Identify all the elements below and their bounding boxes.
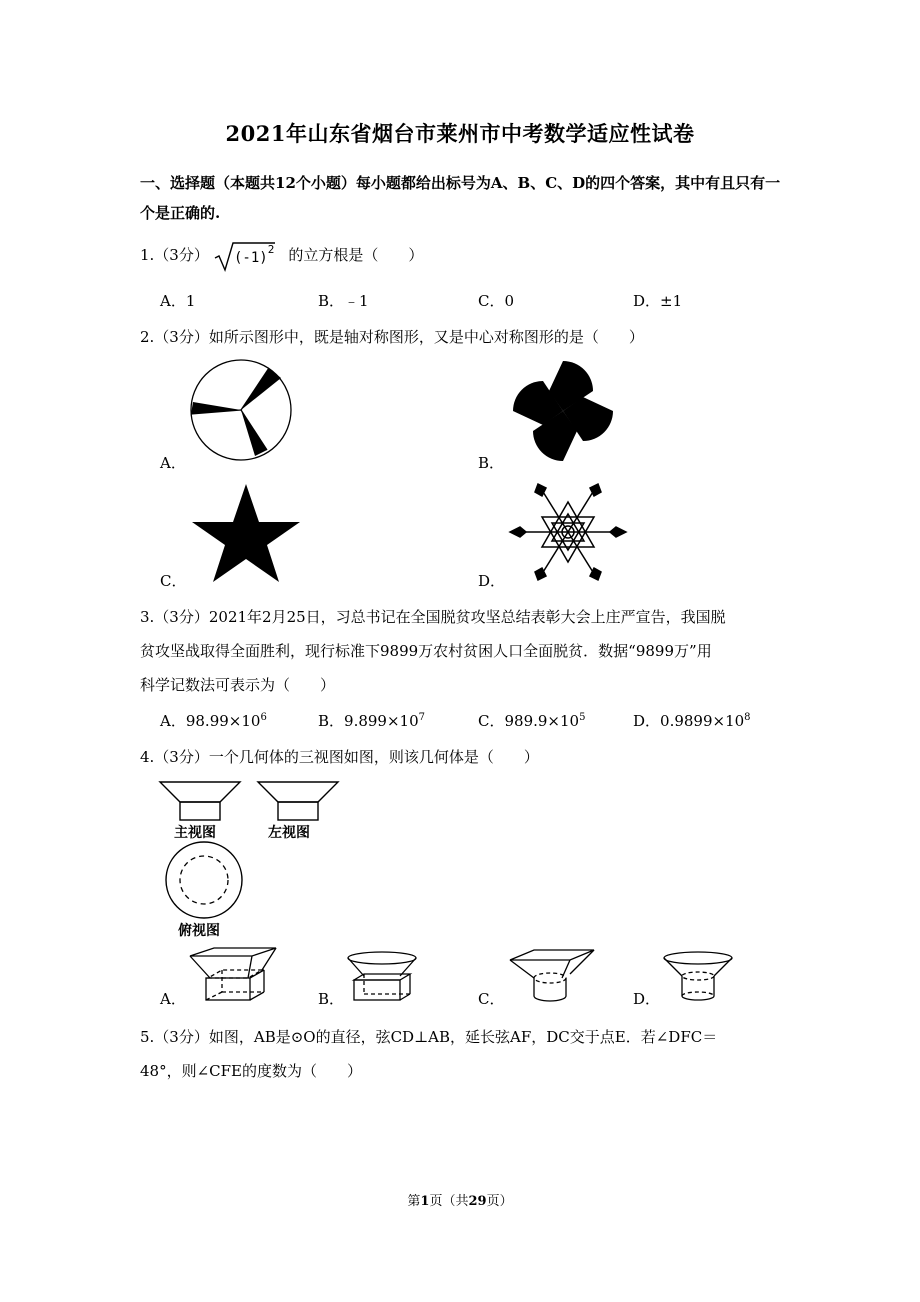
page-title: 2021年山东省烟台市莱州市中考数学适应性试卷 bbox=[225, 121, 695, 146]
q4-option-d[interactable]: D． bbox=[633, 990, 661, 1008]
q1-option-a[interactable]: A．1 bbox=[160, 292, 196, 310]
q1-option-b[interactable]: B．﹣1 bbox=[318, 292, 369, 310]
q3-option-d[interactable]: D．$0.9899\times 10^8$ bbox=[633, 712, 751, 730]
q1-option-d[interactable]: D．±1 bbox=[633, 292, 683, 310]
q4-figure-c-frustum-prism-cylinder-icon bbox=[506, 950, 598, 1006]
top-view-icon bbox=[162, 840, 246, 920]
q2-figure-d-snowflake-icon bbox=[508, 480, 628, 584]
q4-option-c[interactable]: C． bbox=[478, 990, 505, 1008]
question-5-line-1: 5.（3分）如图，AB是⊙O的直径，弦CD⊥AB，延长弦AF，DC交于点E．若∠DFC＝ bbox=[140, 1028, 718, 1046]
q3-option-c[interactable]: C．$989.9\times 10^5$ bbox=[478, 712, 586, 730]
current-page-number: 1 bbox=[420, 1194, 430, 1209]
question-3-line-3: 科学记数法可表示为（ ） bbox=[140, 676, 336, 694]
q2-option-c[interactable]: C． bbox=[160, 572, 187, 590]
q2-figure-c-star-icon bbox=[190, 482, 302, 584]
q2-option-b[interactable]: B． bbox=[478, 454, 505, 472]
q4-option-b[interactable]: B． bbox=[318, 990, 345, 1008]
q2-figure-b-pinwheel-icon bbox=[510, 358, 616, 464]
front-view-icon bbox=[158, 780, 242, 822]
question-1-prefix: 1.（3分） bbox=[140, 246, 209, 264]
front-view-label: 主视图 bbox=[174, 825, 216, 841]
radical-expression: $(-1)^2$ bbox=[234, 243, 275, 266]
q3-option-b[interactable]: B．$9.899\times 10^7$ bbox=[318, 712, 425, 730]
question-1-suffix: 的立方根是（ ） bbox=[288, 246, 424, 264]
question-3-line-1: 3.（3分）2021年2月25日，习总书记在全国脱贫攻坚总结表彰大会上庄严宣告，我国脱 bbox=[140, 608, 726, 626]
q4-figure-d-frustum-cone-cylinder-icon bbox=[660, 950, 738, 1006]
question-2: 2.（3分）如所示图形中，既是轴对称图形，又是中心对称图形的是（ ） bbox=[140, 328, 644, 346]
q3-option-a[interactable]: A．$98.99\times 10^6$ bbox=[160, 712, 267, 730]
q2-option-d[interactable]: D． bbox=[478, 572, 506, 590]
q2-figure-a-circle-icon bbox=[189, 358, 293, 462]
top-view-label: 俯视图 bbox=[178, 923, 220, 939]
q1-option-c[interactable]: C．0 bbox=[478, 292, 515, 310]
q4-figure-b-frustum-cone-icon bbox=[344, 950, 420, 1006]
total-page-count: 29 bbox=[468, 1194, 487, 1209]
q2-option-a[interactable]: A． bbox=[160, 454, 186, 472]
question-5-line-2: 48°，则∠CFE的度数为（ ） bbox=[140, 1062, 362, 1080]
left-view-label: 左视图 bbox=[268, 825, 310, 841]
q4-figure-a-frustum-prism-icon bbox=[186, 948, 280, 1004]
question-4: 4.（3分）一个几何体的三视图如图，则该几何体是（ ） bbox=[140, 748, 539, 766]
question-3-line-2: 贫攻坚战取得全面胜利，现行标准下9899万农村贫困人口全面脱贫．数据“9899万”用 bbox=[140, 642, 712, 660]
section-instructions: 一、选择题（本题共12个小题）每小题都给出标号为A、B、C、D的四个答案，其中有且只有一个是正确的. bbox=[140, 174, 781, 222]
page-footer: 第1页（共29页） bbox=[407, 1194, 513, 1209]
left-view-icon bbox=[256, 780, 340, 822]
q4-option-a[interactable]: A． bbox=[160, 990, 186, 1008]
